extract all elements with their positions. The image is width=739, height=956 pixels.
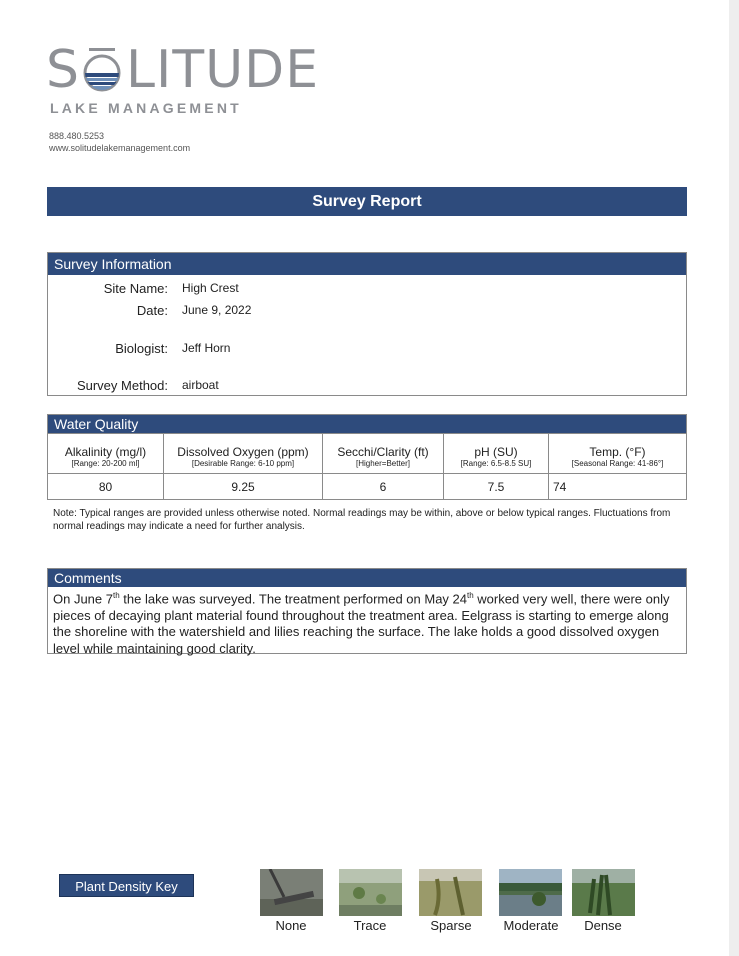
- plant-density-key-label: Plant Density Key: [59, 874, 194, 897]
- page-edge: [729, 0, 739, 956]
- plant-density-moderate-photo: [499, 869, 562, 916]
- logo-letters: LITUDE: [126, 40, 320, 100]
- water-quality-section: [47, 414, 687, 500]
- density-label-none: None: [275, 918, 307, 933]
- column-range: [Desirable Range: 6-10 ppm]: [191, 458, 295, 468]
- comment-fragment: the lake was surveyed. The treatment performed on May 24: [119, 591, 467, 607]
- table-cell: 74: [549, 474, 687, 500]
- density-label-dense: Dense: [584, 918, 622, 933]
- comment-fragment: On June 7: [53, 591, 113, 607]
- plant-density-dense-photo: [572, 869, 635, 916]
- comments-heading: Comments: [48, 569, 686, 587]
- logo-subtitle: LAKE MANAGEMENT: [50, 100, 242, 116]
- plant-density-trace-photo: [339, 869, 402, 916]
- info-label: Date:: [136, 303, 168, 318]
- density-label-sparse: Sparse: [430, 918, 472, 933]
- comment-superscript: th: [467, 591, 474, 600]
- info-value: High Crest: [182, 281, 239, 295]
- contact-website: www.solitudelakemanagement.com: [49, 143, 191, 153]
- column-name: Secchi/Clarity (ft): [337, 444, 429, 459]
- table-cell: 6: [323, 474, 444, 500]
- contact-phone: 888.480.5253: [49, 131, 105, 141]
- table-header-cell: [48, 434, 164, 474]
- column-name: Alkalinity (mg/l): [64, 444, 147, 459]
- info-value: June 9, 2022: [182, 303, 252, 317]
- logo-o-emblem-icon: [81, 46, 123, 92]
- info-value: Jeff Horn: [182, 341, 231, 355]
- info-label: Survey Method:: [76, 378, 168, 393]
- comment-fragment: worked very well, there were only pieces of decaying plant material found throughout the treatment area. Eelgrass is starting to emerge along the shoreline with the watershield and lilies reaching the surface. The lake holds a good dissolved oxygen level while maintaining good clarity.: [53, 591, 670, 656]
- plant-density-sparse-photo: [419, 869, 482, 916]
- comment-superscript: th: [113, 591, 120, 600]
- report-title-banner: Survey Report: [47, 187, 687, 216]
- column-range: [Higher=Better]: [355, 458, 411, 468]
- column-range: [Range: 20-200 ml]: [71, 458, 140, 468]
- comments-text: [48, 587, 686, 657]
- logo-letter-s: S: [46, 40, 81, 100]
- table-header-cell: [164, 434, 323, 474]
- table-row: [48, 474, 686, 500]
- column-range: [Range: 6.5-8.5 SU]: [460, 458, 532, 468]
- table-cell: 80: [48, 474, 164, 500]
- column-name: Temp. (°F): [589, 444, 646, 459]
- info-value: airboat: [182, 378, 219, 392]
- survey-information-heading: Survey Information: [48, 253, 686, 275]
- density-label-moderate: Moderate: [503, 918, 559, 933]
- survey-information-section: [47, 252, 687, 396]
- table-cell: 9.25: [164, 474, 323, 500]
- water-quality-table: [48, 433, 686, 500]
- water-quality-heading: Water Quality: [48, 415, 686, 433]
- comments-section: [47, 568, 687, 654]
- column-range: [Seasonal Range: 41-86°]: [571, 458, 664, 468]
- column-name: Dissolved Oxygen (ppm): [177, 444, 309, 459]
- info-label: Biologist:: [115, 341, 168, 356]
- info-label: Site Name:: [103, 281, 168, 296]
- table-header-cell: [323, 434, 444, 474]
- table-cell: 7.5: [444, 474, 549, 500]
- table-header-cell: [444, 434, 549, 474]
- density-label-trace: Trace: [353, 918, 387, 933]
- water-quality-note: Note: Typical ranges are provided unless otherwise noted. Normal readings may be within, above or below typical ranges. Fluctuations from normal readings may indicate a need for further analysis.: [53, 508, 671, 532]
- table-header-cell: [549, 434, 687, 474]
- table-header-row: [48, 434, 686, 474]
- plant-density-none-photo: [260, 869, 323, 916]
- column-name: pH (SU): [474, 444, 518, 459]
